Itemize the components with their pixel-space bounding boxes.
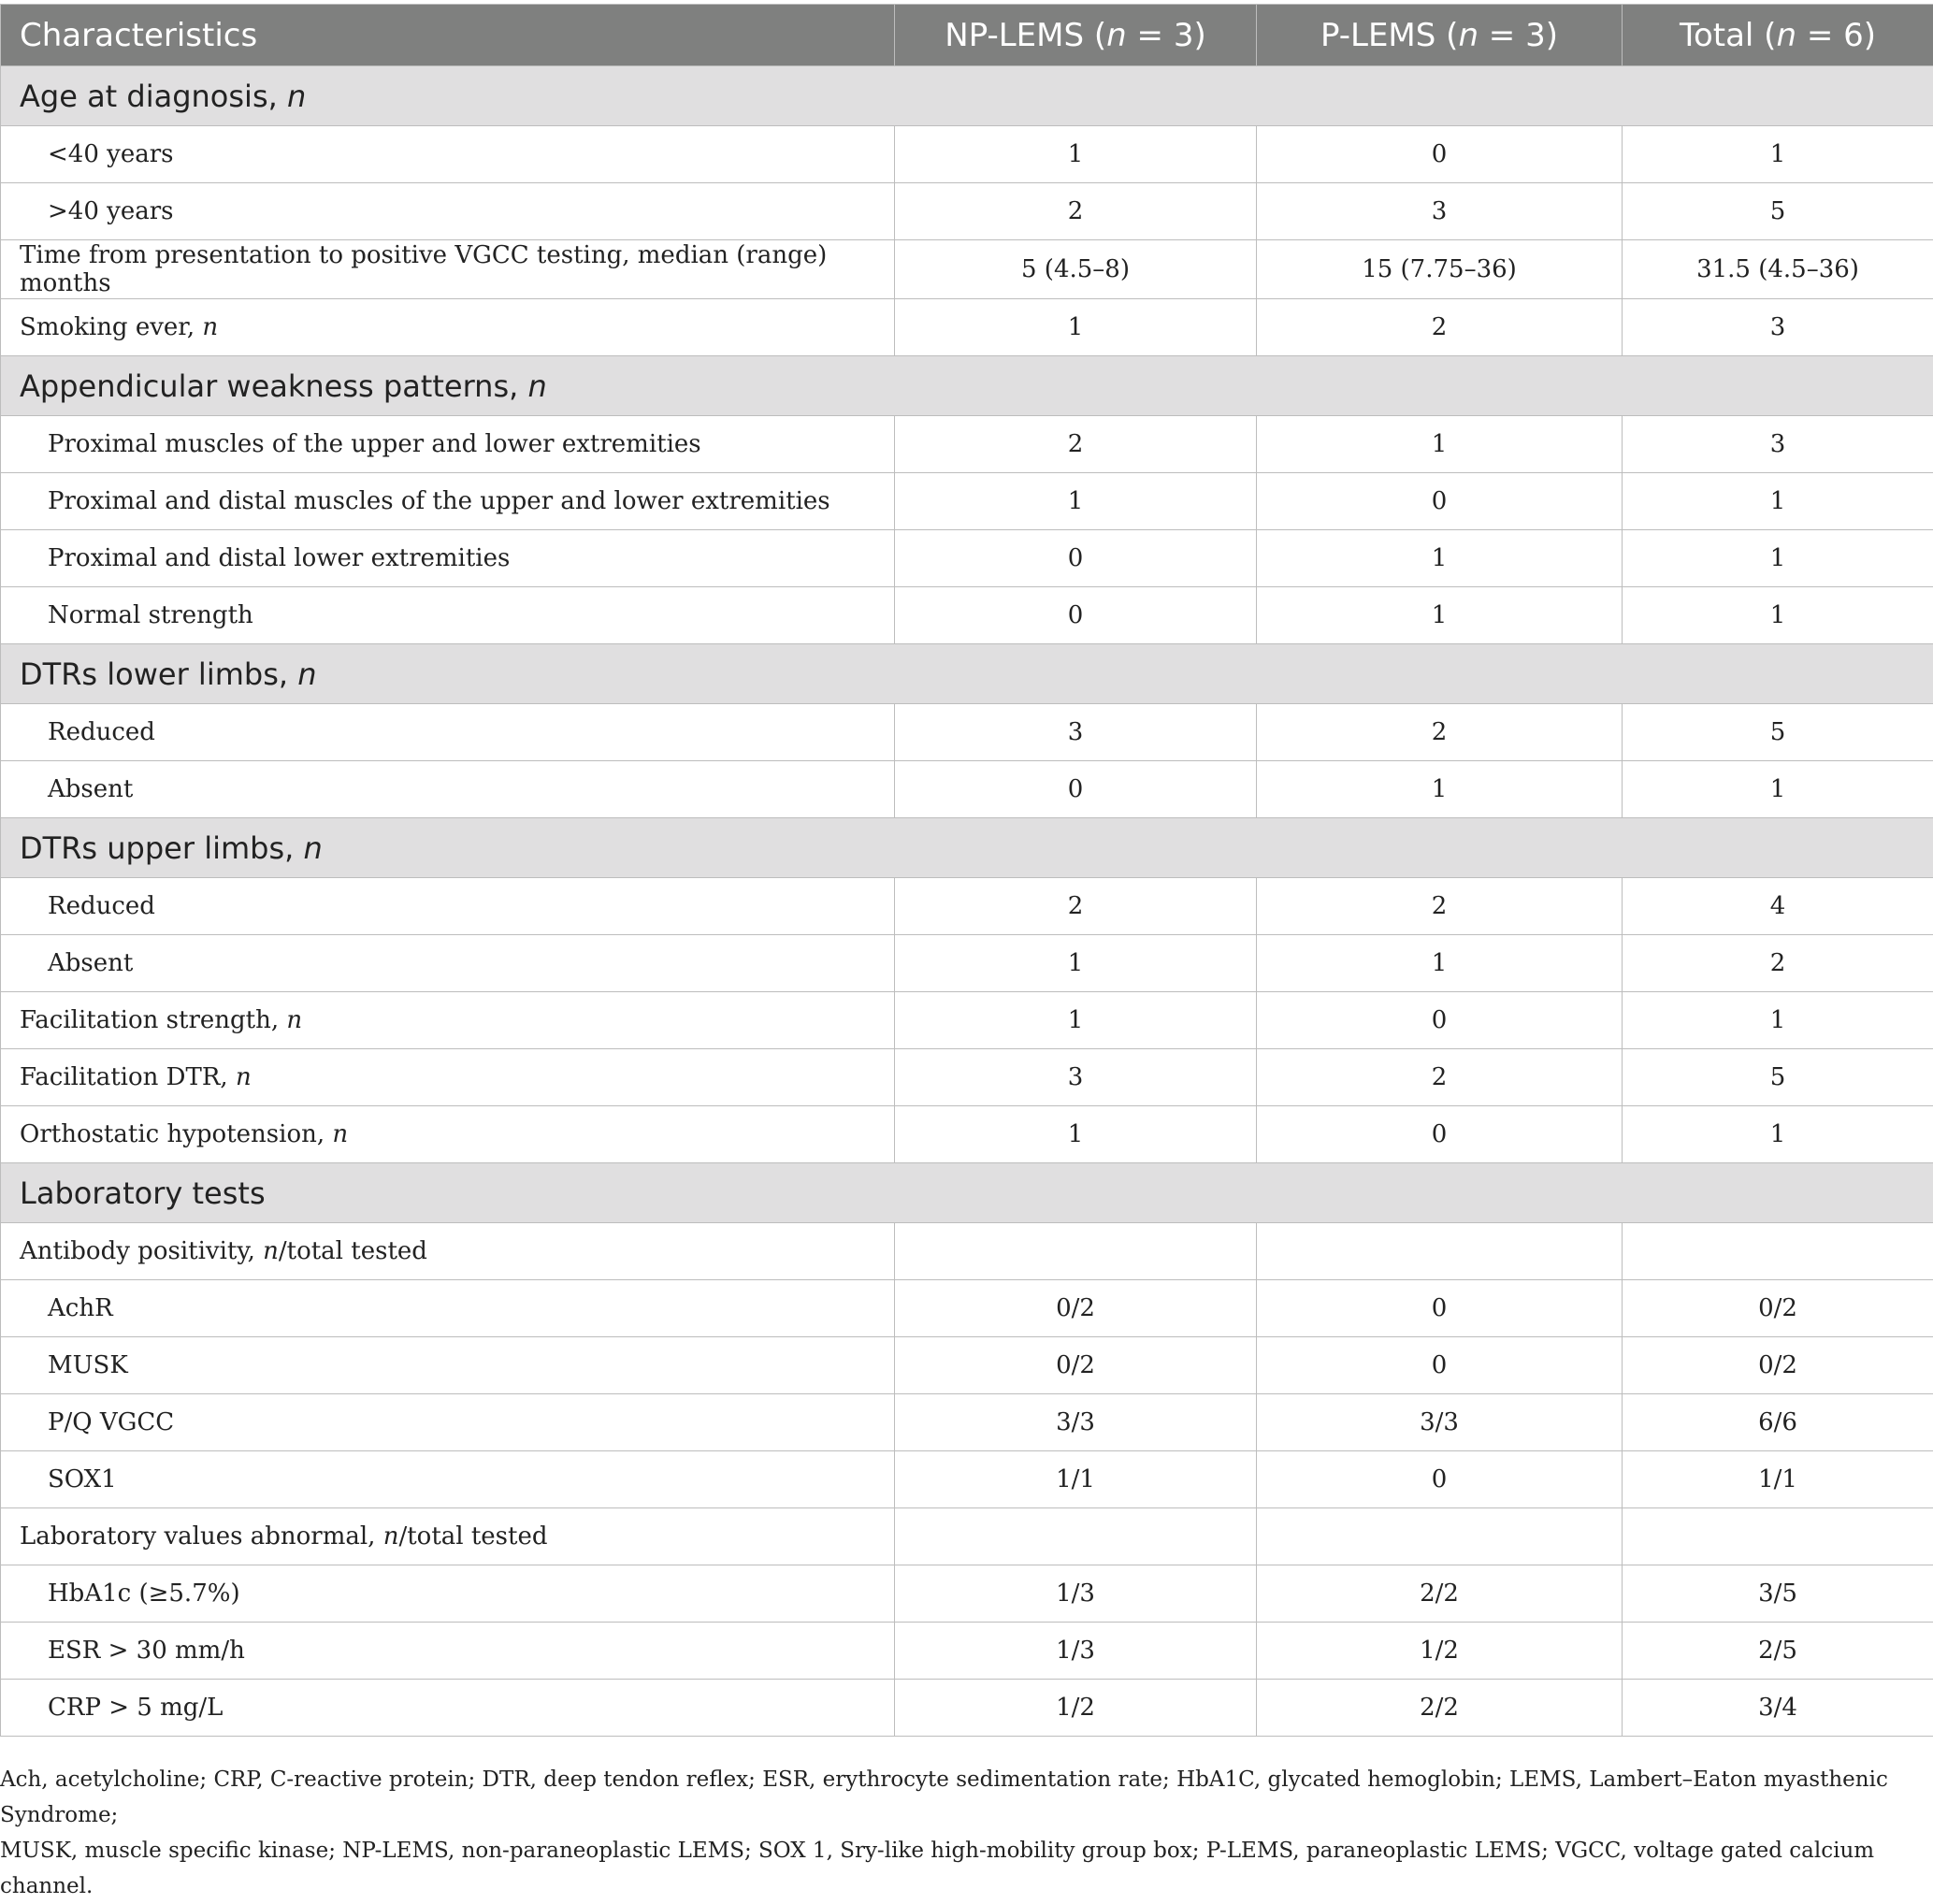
section-header-row <box>1 66 1933 126</box>
row-label-italic: n <box>286 1006 302 1034</box>
cell-total: 0/2 <box>1623 1280 1933 1337</box>
table-row <box>1 1508 1933 1565</box>
cell-p-lems <box>1257 1508 1623 1565</box>
cell-total: 5 <box>1623 704 1933 761</box>
cell-p-lems: 2/2 <box>1257 1565 1623 1623</box>
section-header-row <box>1 818 1933 878</box>
table-header <box>1 5 1933 66</box>
cell-total: 3 <box>1623 299 1933 356</box>
cell-np-lems: 1/1 <box>895 1451 1257 1508</box>
row-label <box>1 878 895 935</box>
cell-total <box>1623 1508 1933 1565</box>
cell-total: 3 <box>1623 416 1933 473</box>
row-label-text: Time from presentation to positive VGCC testing, median (range) months <box>20 241 827 297</box>
cell-np-lems: 1 <box>895 992 1257 1049</box>
row-label <box>1 299 895 356</box>
row-label <box>1 587 895 644</box>
cell-p-lems: 2 <box>1257 878 1623 935</box>
cell-p-lems <box>1257 1223 1623 1280</box>
cell-np-lems: 0 <box>895 587 1257 644</box>
table-row <box>1 761 1933 818</box>
row-label-text: MUSK <box>48 1351 128 1379</box>
cell-total: 1/1 <box>1623 1451 1933 1508</box>
cell-total: 5 <box>1623 183 1933 240</box>
row-label-italic: n <box>383 1522 399 1551</box>
cell-total: 1 <box>1623 473 1933 530</box>
row-label-text: Proximal and distal muscles of the upper and lower extremities <box>48 487 830 515</box>
section-title-italic: n <box>303 830 322 866</box>
cell-np-lems: 3 <box>895 704 1257 761</box>
table-row <box>1 126 1933 183</box>
row-label <box>1 1106 895 1163</box>
table-row <box>1 1451 1933 1508</box>
cell-np-lems: 1 <box>895 1106 1257 1163</box>
row-label <box>1 416 895 473</box>
row-label <box>1 240 895 299</box>
row-label-italic: n <box>202 313 218 341</box>
table-row <box>1 1106 1933 1163</box>
row-label <box>1 1508 895 1565</box>
table-body <box>1 66 1933 1737</box>
section-title <box>1 66 1933 126</box>
cell-np-lems: 0/2 <box>895 1280 1257 1337</box>
cell-total: 3/4 <box>1623 1680 1933 1737</box>
row-label-text: Reduced <box>48 892 155 920</box>
row-label-text: SOX1 <box>48 1465 117 1493</box>
row-label-text: Smoking ever, <box>20 313 202 341</box>
row-label-text: Facilitation strength, <box>20 1006 286 1034</box>
row-label-text: Absent <box>48 775 133 803</box>
row-label-suffix: /total tested <box>279 1237 427 1265</box>
section-title-italic: n <box>297 656 316 692</box>
cell-np-lems: 3 <box>895 1049 1257 1106</box>
row-label-text: HbA1c (≥5.7%) <box>48 1579 240 1608</box>
cell-total: 1 <box>1623 126 1933 183</box>
row-label-text: <40 years <box>48 140 173 168</box>
row-label-suffix: /total tested <box>398 1522 547 1551</box>
row-label <box>1 1337 895 1394</box>
cell-total <box>1623 1223 1933 1280</box>
cell-total: 5 <box>1623 1049 1933 1106</box>
cell-p-lems: 1/2 <box>1257 1623 1623 1680</box>
cell-np-lems: 1 <box>895 126 1257 183</box>
section-title-italic: n <box>527 368 546 404</box>
cell-np-lems: 5 (4.5–8) <box>895 240 1257 299</box>
cell-np-lems: 1 <box>895 935 1257 992</box>
row-label <box>1 1451 895 1508</box>
table-row <box>1 416 1933 473</box>
cell-p-lems: 0 <box>1257 1337 1623 1394</box>
row-label-text: Laboratory values abnormal, <box>20 1522 383 1551</box>
row-label <box>1 473 895 530</box>
section-title-text: Laboratory tests <box>20 1176 266 1211</box>
cell-total: 2 <box>1623 935 1933 992</box>
table-row <box>1 878 1933 935</box>
row-label-text: P/Q VGCC <box>48 1408 174 1436</box>
table-row <box>1 992 1933 1049</box>
row-label-italic: n <box>332 1120 348 1148</box>
table-row <box>1 1337 1933 1394</box>
section-title-text: DTRs lower limbs, <box>20 656 297 692</box>
cell-np-lems: 2 <box>895 878 1257 935</box>
section-title <box>1 644 1933 704</box>
row-label-text: Reduced <box>48 718 155 746</box>
cell-total: 3/5 <box>1623 1565 1933 1623</box>
cell-total: 0/2 <box>1623 1337 1933 1394</box>
section-title-text: DTRs upper limbs, <box>20 830 303 866</box>
table-footnote <box>0 1762 1933 1904</box>
row-label <box>1 992 895 1049</box>
cell-total: 4 <box>1623 878 1933 935</box>
table-row <box>1 1680 1933 1737</box>
table-row <box>1 1565 1933 1623</box>
cell-p-lems: 2 <box>1257 704 1623 761</box>
header-total: Total (n = 6) <box>1623 5 1933 66</box>
row-label-text: ESR > 30 mm/h <box>48 1637 245 1665</box>
row-label <box>1 530 895 587</box>
cell-p-lems: 1 <box>1257 530 1623 587</box>
section-header-row <box>1 356 1933 416</box>
section-header-row <box>1 644 1933 704</box>
cell-p-lems: 3 <box>1257 183 1623 240</box>
row-label-text: AchR <box>48 1294 113 1322</box>
cell-np-lems <box>895 1508 1257 1565</box>
table-row <box>1 299 1933 356</box>
cell-np-lems <box>895 1223 1257 1280</box>
cell-total: 1 <box>1623 530 1933 587</box>
cell-total: 1 <box>1623 587 1933 644</box>
header-np-lems: NP-LEMS (n = 3) <box>895 5 1257 66</box>
table-container <box>0 4 1933 1737</box>
row-label <box>1 1680 895 1737</box>
cell-p-lems: 0 <box>1257 1106 1623 1163</box>
cell-p-lems: 15 (7.75–36) <box>1257 240 1623 299</box>
table-row <box>1 1223 1933 1280</box>
section-header-row <box>1 1163 1933 1223</box>
cell-np-lems: 0 <box>895 530 1257 587</box>
cell-p-lems: 1 <box>1257 416 1623 473</box>
cell-p-lems: 2 <box>1257 299 1623 356</box>
table-row <box>1 240 1933 299</box>
row-label <box>1 1280 895 1337</box>
cell-np-lems: 1 <box>895 473 1257 530</box>
section-title <box>1 356 1933 416</box>
cell-total: 31.5 (4.5–36) <box>1623 240 1933 299</box>
row-label <box>1 1223 895 1280</box>
row-label <box>1 183 895 240</box>
cell-p-lems: 0 <box>1257 473 1623 530</box>
section-title <box>1 818 1933 878</box>
section-title <box>1 1163 1933 1223</box>
footnote-line-1: Ach, acetylcholine; CRP, C-reactive protein; DTR, deep tendon reflex; ESR, erythrocyte sedimentation rate; HbA1C, glycated hemoglobin; LEMS, Lambert–Eaton myasthenic Syndrome; <box>0 1767 1888 1827</box>
row-label <box>1 126 895 183</box>
row-label <box>1 1049 895 1106</box>
section-title-text: Appendicular weakness patterns, <box>20 368 527 404</box>
row-label-text: Orthostatic hypotension, <box>20 1120 332 1148</box>
cell-p-lems: 0 <box>1257 1451 1623 1508</box>
row-label <box>1 704 895 761</box>
cell-total: 1 <box>1623 761 1933 818</box>
row-label-italic: n <box>236 1063 252 1091</box>
cell-np-lems: 0/2 <box>895 1337 1257 1394</box>
row-label-text: Proximal muscles of the upper and lower extremities <box>48 430 701 458</box>
cell-total: 1 <box>1623 1106 1933 1163</box>
cell-np-lems: 2 <box>895 183 1257 240</box>
cell-p-lems: 0 <box>1257 1280 1623 1337</box>
cell-p-lems: 0 <box>1257 992 1623 1049</box>
cell-np-lems: 1/2 <box>895 1680 1257 1737</box>
cell-np-lems: 1/3 <box>895 1623 1257 1680</box>
cell-total: 1 <box>1623 992 1933 1049</box>
table-row <box>1 1394 1933 1451</box>
header-row <box>1 5 1933 66</box>
cell-p-lems: 1 <box>1257 587 1623 644</box>
header-characteristics: Characteristics <box>1 5 895 66</box>
cell-p-lems: 2/2 <box>1257 1680 1623 1737</box>
row-label-text: Antibody positivity, <box>20 1237 263 1265</box>
section-title-text: Age at diagnosis, <box>20 79 287 114</box>
table-row <box>1 935 1933 992</box>
row-label <box>1 935 895 992</box>
row-label-text: Normal strength <box>48 601 253 629</box>
section-title-italic: n <box>287 79 306 114</box>
cell-np-lems: 1/3 <box>895 1565 1257 1623</box>
table-row <box>1 1280 1933 1337</box>
row-label-text: Proximal and distal lower extremities <box>48 544 510 572</box>
table-row <box>1 1049 1933 1106</box>
row-label-text: CRP > 5 mg/L <box>48 1694 223 1722</box>
table-row <box>1 183 1933 240</box>
row-label-text: Facilitation DTR, <box>20 1063 236 1091</box>
table-row <box>1 473 1933 530</box>
cell-p-lems: 2 <box>1257 1049 1623 1106</box>
cell-total: 6/6 <box>1623 1394 1933 1451</box>
row-label-text: >40 years <box>48 197 173 225</box>
cell-p-lems: 1 <box>1257 935 1623 992</box>
table-row <box>1 1623 1933 1680</box>
row-label <box>1 1565 895 1623</box>
row-label-text: Absent <box>48 949 133 977</box>
table-row <box>1 587 1933 644</box>
characteristics-table <box>0 4 1933 1737</box>
cell-np-lems: 1 <box>895 299 1257 356</box>
row-label <box>1 1394 895 1451</box>
cell-np-lems: 3/3 <box>895 1394 1257 1451</box>
row-label <box>1 1623 895 1680</box>
row-label <box>1 761 895 818</box>
header-p-lems: P-LEMS (n = 3) <box>1257 5 1623 66</box>
cell-p-lems: 3/3 <box>1257 1394 1623 1451</box>
row-label-italic: n <box>263 1237 279 1265</box>
footnote-line-2: MUSK, muscle specific kinase; NP-LEMS, non-paraneoplastic LEMS; SOX 1, Sry-like high-mobility group box; P-LEMS, paraneoplastic LEMS; VGCC, voltage gated calcium channel. <box>0 1839 1874 1898</box>
cell-np-lems: 0 <box>895 761 1257 818</box>
cell-p-lems: 0 <box>1257 126 1623 183</box>
cell-p-lems: 1 <box>1257 761 1623 818</box>
cell-total: 2/5 <box>1623 1623 1933 1680</box>
table-row <box>1 530 1933 587</box>
cell-np-lems: 2 <box>895 416 1257 473</box>
table-row <box>1 704 1933 761</box>
